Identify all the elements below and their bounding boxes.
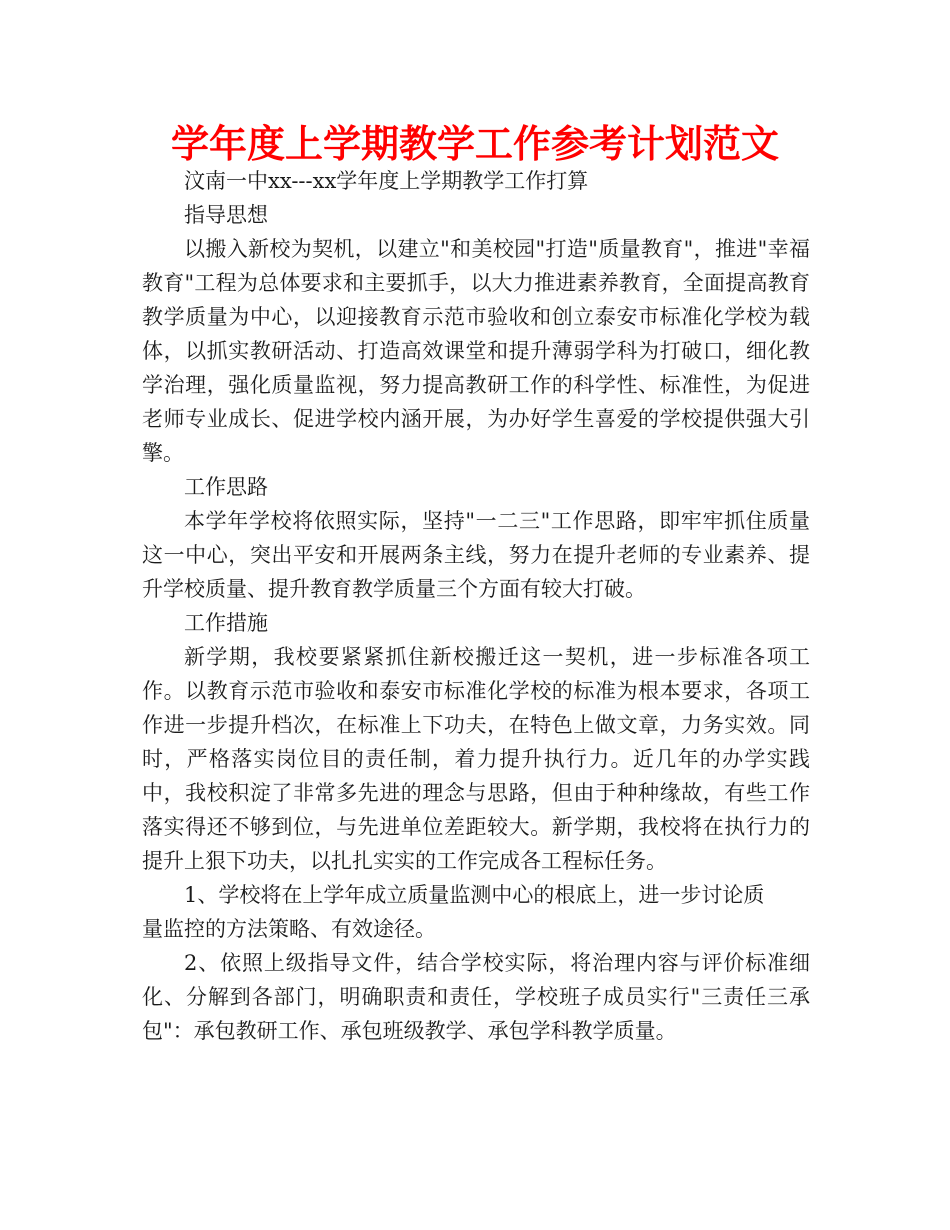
paragraph-item-2: 2、依照上级指导文件，结合学校实际，将治理内容与评价标准细化、分解到各部门，明确职责和责任，学校班子成员实行"三责任三承包"：承包教研工作、承包班级教学、承包学科教学质量。: [142, 951, 810, 1043]
paragraph-work-approach: 本学年学校将依照实际，坚持"一二三"工作思路，即牢牢抓住质量这一中心，突出平安和开展两条主线，努力在提升老师的专业素养、提升学校质量、提升教育教学质量三个方面有较大打破。: [142, 509, 810, 601]
document-body: [142, 164, 810, 1048]
heading-guiding-ideology: 指导思想: [184, 203, 268, 227]
paragraph-guiding-ideology: 以搬入新校为契机，以建立"和美校园"打造"质量教育"，推进"幸福教育"工程为总体要求和主要抓手，以大力推进素养教育，全面提高教育教学质量为中心，以迎接教育示范市验收和创立泰安市标准化学校为载体，以抓实教研活动、打造高效课堂和提升薄弱学科为打破口，细化教学治理，强化质量监视，努力提高教研工作的科学性、标准性，为促进老师专业成长、促进学校内涵开展，为办好学生喜爱的学校提供强大引擎。: [142, 237, 810, 465]
document-title: 学年度上学期教学工作参考计划范文: [170, 122, 779, 166]
paragraph-subtitle: 汶南一中xx---xx学年度上学期教学工作打算: [184, 169, 589, 193]
paragraph-item-1-line-2: 量监控的方法策略、有效途径。: [142, 917, 436, 941]
paragraph-item-1-line-1: 1、学校将在上学年成立质量监测中心的根底上，进一步讨论质: [184, 883, 765, 907]
heading-work-approach: 工作思路: [184, 475, 268, 499]
paragraph-work-measures: 新学期，我校要紧紧抓住新校搬迁这一契机，进一步标准各项工作。以教育示范市验收和泰安市标准化学校的标准为根本要求，各项工作进一步提升档次，在标准上下功夫，在特色上做文章，力务实效。同时，严格落实岗位目的责任制，着力提升执行力。近几年的办学实践中，我校积淀了非常多先进的理念与思路，但由于种种缘故，有些工作落实得还不够到位，与先进单位差距较大。新学期，我校将在执行力的提升上狠下功夫，以扎扎实实的工作完成各工程标任务。: [142, 645, 810, 873]
heading-work-measures: 工作措施: [184, 611, 268, 635]
